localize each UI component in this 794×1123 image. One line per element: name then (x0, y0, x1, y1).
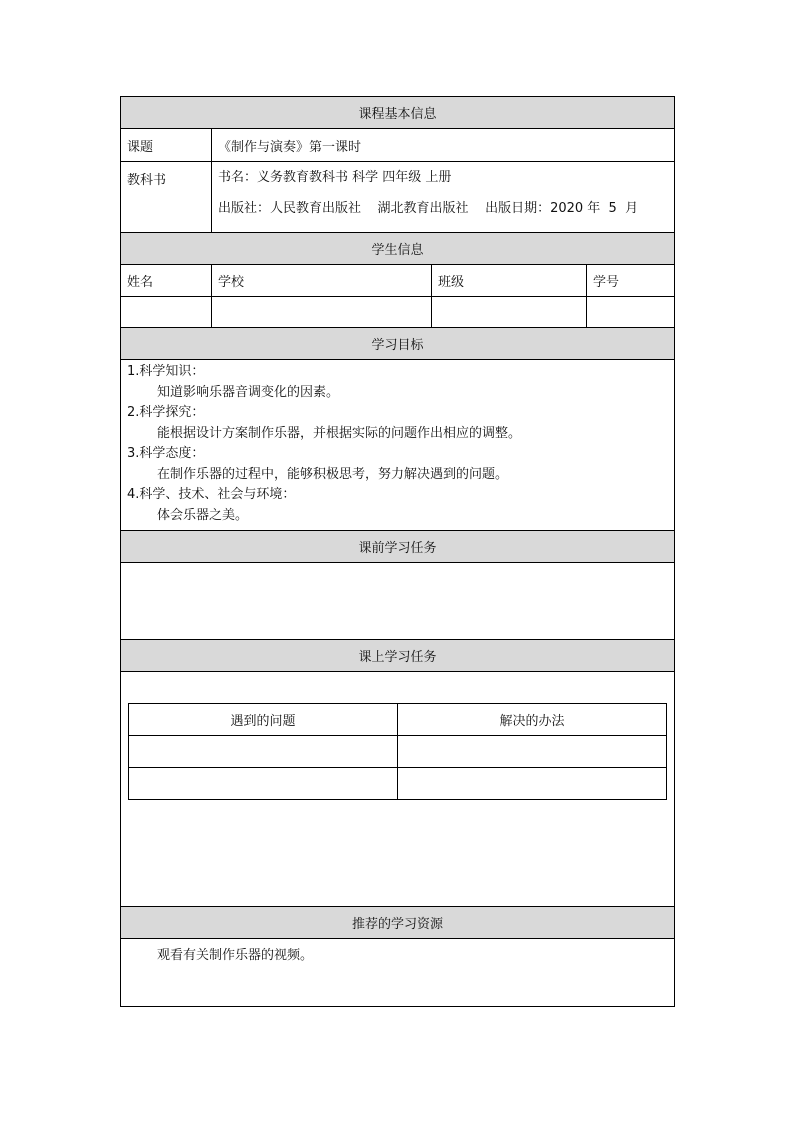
objectives-header: 学习目标 (121, 328, 675, 360)
in-class-header: 课上学习任务 (121, 640, 675, 672)
resources-header: 推荐的学习资源 (121, 907, 675, 939)
student-name-field[interactable] (121, 297, 212, 328)
problem-cell[interactable] (129, 736, 398, 768)
solution-cell[interactable] (398, 736, 667, 768)
pre-class-header: 课前学习任务 (121, 531, 675, 563)
worksheet-table (120, 96, 675, 1007)
in-class-body (121, 672, 675, 907)
objective-detail-1: 知道影响乐器音调变化的因素。 (157, 384, 340, 400)
problem-cell[interactable] (129, 768, 398, 800)
publish-date: 出版日期：2020 年 5 月 (485, 201, 639, 216)
solution-cell[interactable] (398, 768, 667, 800)
objective-heading-4: 4.科学、技术、社会与环境： (127, 487, 296, 502)
student-school-field[interactable] (212, 297, 432, 328)
objectives-body (121, 360, 675, 531)
pre-class-body[interactable] (121, 563, 675, 640)
course-info-header: 课程基本信息 (121, 97, 675, 129)
topic-value: 《制作与演奏》第一课时 (212, 129, 675, 162)
student-class-field[interactable] (432, 297, 587, 328)
objective-heading-2: 2.科学探究： (127, 405, 205, 420)
publisher-line (218, 200, 668, 218)
publisher: 出版社：人民教育出版社 湖北教育出版社 (218, 201, 469, 216)
topic-label: 课题 (121, 129, 212, 162)
textbook-details (212, 162, 675, 233)
problem-column-header: 遇到的问题 (129, 704, 398, 736)
student-id-header: 学号 (587, 265, 675, 297)
objective-detail-2: 能根据设计方案制作乐器，并根据实际的问题作出相应的调整。 (157, 425, 522, 441)
textbook-label: 教科书 (121, 162, 212, 233)
student-id-field[interactable] (587, 297, 675, 328)
student-class-header: 班级 (432, 265, 587, 297)
student-school-header: 学校 (212, 265, 432, 297)
objective-heading-3: 3.科学态度： (127, 446, 205, 461)
student-info-header: 学生信息 (121, 233, 675, 265)
student-name-header: 姓名 (121, 265, 212, 297)
worksheet (120, 96, 674, 1007)
objective-detail-4: 体会乐器之美。 (157, 507, 249, 523)
resources-body (121, 939, 675, 1007)
resources-text: 观看有关制作乐器的视频。 (157, 948, 314, 963)
objective-detail-3: 在制作乐器的过程中，能够积极思考，努力解决遇到的问题。 (157, 466, 509, 482)
solution-column-header: 解决的办法 (398, 704, 667, 736)
book-name: 书名：义务教育教科书 科学 四年级 上册 (218, 170, 452, 185)
objective-heading-1: 1.科学知识： (127, 364, 205, 379)
problem-solution-table (128, 703, 667, 800)
